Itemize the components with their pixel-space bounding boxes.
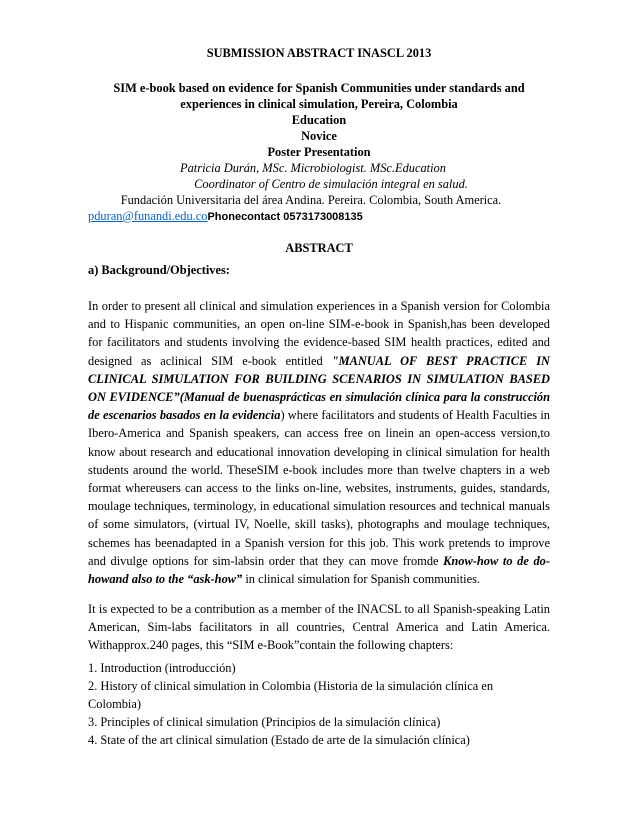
abstract-paragraph-1: [88, 297, 550, 588]
p1-book-title: "MANUAL OF BEST PRACTICE IN CLINICAL SIMULATION FOR BUILDING SCENARIOS IN SIMULATION BASED ON EVIDENCE”(Manual de buenasprácticas en simulación clínica para la construcción de escenarios basados en la evidencia: [88, 353, 550, 423]
chapter-item: Colombia): [88, 697, 141, 711]
institution: Fundación Universitaria del área Andina. Pereira. Colombia, South America.: [120, 193, 502, 207]
presentation-format: Poster Presentation: [267, 145, 371, 159]
chapter-item: 4. State of the art clinical simulation (Estado de arte de la simulación clínica): [88, 733, 470, 747]
submission-title: SUBMISSION ABSTRACT INASCL 2013: [206, 46, 432, 60]
contact-line: [88, 208, 363, 225]
author-role: Coordinator of Centro de simulación integral en salud.: [194, 177, 468, 191]
p1-text-2: ) where facilitators and students of Health Faculties in Ibero-America and Spanish speakers, can access free on linein an open-access version,to know about research and educational innovation developing in clinical simulation for health students around the world. TheseSIM e-book includes more than twelve chapters in a web format whereusers can access to the links on-line, websites, instruments, guides, standards, moulage techniques, terminology, in educational simulation resources and technical manuals of some simulators, (virtual IV, Noelle, skill tasks), photographs and moulage techniques, schemes has beenadapted in a Spanish version for this job. This work pretends to improve and divulge options for sim-labsin order that they can move fromde: [88, 408, 551, 568]
section-a-heading: a) Background/Objectives:: [88, 263, 230, 277]
p1-emphasis: Know-how to de do-howand also to the “ask-how”: [88, 553, 550, 587]
abstract-title: ABSTRACT: [285, 241, 353, 255]
chapter-item: 1. Introduction (introducción): [88, 661, 236, 675]
phone-contact: Phonecontact 0573173008135: [207, 211, 363, 223]
p1-text-3: in clinical simulation for Spanish communities.: [242, 572, 481, 587]
p1-text-1: In order to present all clinical and simulation experiences in a Spanish version for Colombia and to Hispanic communities, an open on-line SIM-e-book in Spanish,has been developed for facilitators and students involving the evidence-based SIM health practices, edited and designed as aclinical SIM e-book entitled: [88, 299, 550, 368]
category: Education: [291, 113, 347, 127]
email-link[interactable]: pduran@funandi.edu.co: [88, 209, 208, 223]
paper-title-line-2: experiences in clinical simulation, Pereira, Colombia: [180, 97, 458, 111]
level: Novice: [301, 129, 337, 143]
chapter-item: 3. Principles of clinical simulation (Principios de la simulación clínica): [88, 715, 441, 729]
abstract-paragraph-2: It is expected to be a contribution as a member of the INACSL to all Spanish-speaking Latin American, Sim-labs facilitators in all countries, Central America and Latin America. Withapprox.240 pages, this “SIM e-Book”contain the following chapters:: [88, 602, 550, 653]
author: Patricia Durán, MSc. Microbiologist. MSc.Education: [180, 161, 446, 175]
chapter-list: [88, 659, 550, 749]
paper-title-line-1: SIM e-book based on evidence for Spanish Communities under standards and: [113, 81, 525, 95]
chapter-item: 2. History of clinical simulation in Colombia (Historia de la simulación clínica en: [88, 679, 494, 693]
